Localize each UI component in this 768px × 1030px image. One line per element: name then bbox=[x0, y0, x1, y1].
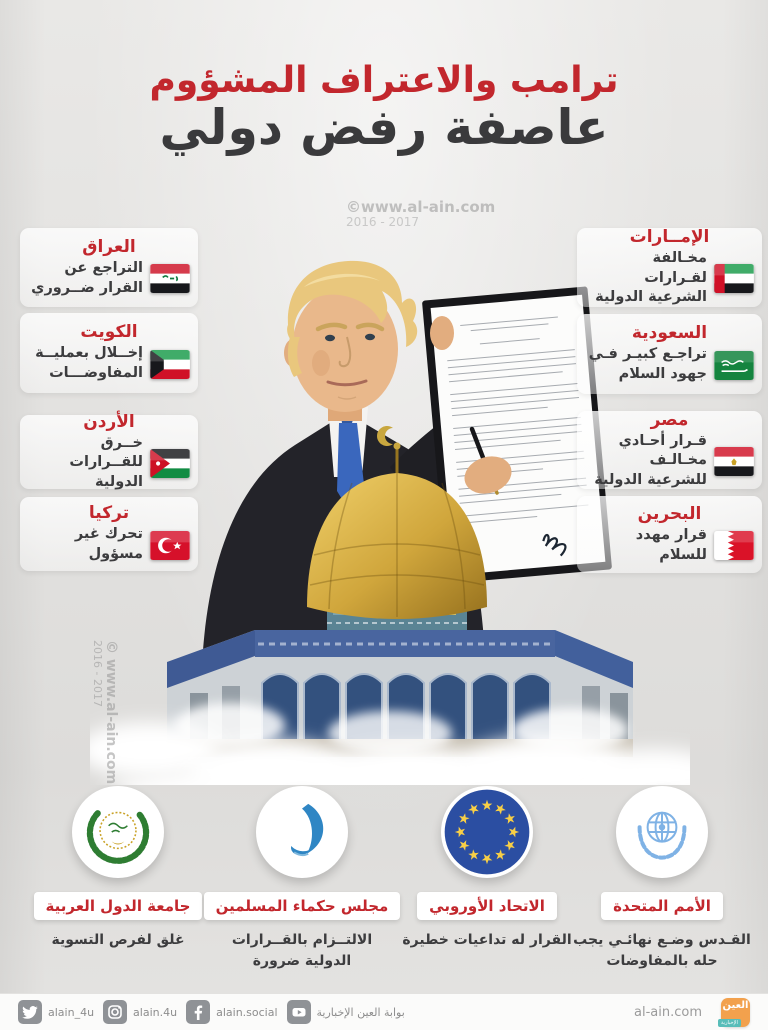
country-statement: التراجع عن القرار ضــروري bbox=[31, 259, 143, 296]
country-card-uae bbox=[577, 228, 762, 307]
country-card-turkey bbox=[20, 497, 198, 571]
country-statement: مخـالفة لقـرارات الشرعية الدولية bbox=[595, 250, 707, 306]
country-name: الإمــارات bbox=[629, 227, 710, 248]
watermark-side bbox=[91, 640, 118, 784]
muslim-council-of-elders-logo-icon bbox=[256, 786, 348, 878]
social-facebook[interactable] bbox=[186, 1000, 277, 1024]
eye-left bbox=[325, 335, 335, 341]
org-statement: القـدس وضـع نهائـي يجب حله بالمفاوضات bbox=[573, 932, 751, 969]
title-line-1: ترامب والاعتراف المشؤوم bbox=[149, 60, 619, 101]
arab-league-logo-icon bbox=[72, 786, 164, 878]
united-nations-logo-icon bbox=[616, 786, 708, 878]
egypt-flag-icon bbox=[714, 447, 754, 476]
alain-logo-subtext: الإخبارية bbox=[718, 1019, 741, 1027]
title-block bbox=[0, 60, 768, 155]
country-name: العراق bbox=[82, 236, 136, 257]
uae-flag-icon bbox=[714, 264, 754, 293]
watermark-years: 2016 - 2017 bbox=[346, 214, 420, 229]
twitter-handle[interactable]: alain_4u bbox=[48, 1005, 95, 1019]
country-card-jordan bbox=[20, 411, 198, 490]
org-name-badge: الاتحاد الأوروبي bbox=[417, 892, 557, 920]
country-name: الكويت bbox=[80, 322, 138, 343]
country-card-saudi-arabia bbox=[577, 314, 762, 394]
country-card-bahrain bbox=[577, 496, 762, 573]
country-name: تركيا bbox=[88, 503, 130, 524]
kuwait-flag-icon bbox=[150, 350, 190, 379]
social-twitter[interactable] bbox=[18, 1000, 94, 1024]
website-url[interactable]: al-ain.com bbox=[634, 1004, 702, 1020]
jordan-flag-icon bbox=[150, 449, 190, 478]
country-name: مصر bbox=[650, 409, 689, 430]
org-statement: غلق لفرص التسوية bbox=[51, 932, 185, 948]
country-card-egypt bbox=[577, 411, 762, 489]
country-card-iraq bbox=[20, 228, 198, 307]
saudi-arabia-flag-icon bbox=[714, 351, 754, 380]
youtube-icon[interactable] bbox=[287, 1000, 311, 1024]
eye-right bbox=[365, 334, 375, 340]
facebook-handle[interactable]: alain.social bbox=[216, 1005, 278, 1019]
iraq-flag-icon bbox=[150, 264, 190, 293]
twitter-icon[interactable] bbox=[18, 1000, 42, 1024]
turkey-flag-icon bbox=[150, 531, 190, 560]
org-name-badge: الأمم المتحدة bbox=[601, 892, 723, 920]
hand-thumb bbox=[430, 316, 454, 350]
footer-bar bbox=[0, 993, 768, 1030]
country-statement: تراجـع كبيـر فـي جهود السلام bbox=[588, 346, 707, 382]
country-statement: تحرك غير مسؤول bbox=[74, 526, 143, 562]
org-arab-league bbox=[28, 786, 208, 951]
org-united-nations bbox=[572, 786, 752, 972]
alain-news-logo bbox=[721, 998, 750, 1027]
youtube-handle[interactable]: بوابة العين الإخبارية bbox=[316, 1005, 405, 1019]
watermark-site: ©www.al-ain.com bbox=[346, 198, 496, 216]
finial-ball bbox=[394, 443, 401, 450]
org-european-union bbox=[397, 786, 577, 951]
org-statement: القرار له تداعيات خطيرة bbox=[402, 932, 572, 948]
country-statement: قـرار أحـادي مخـالـف للشرعية الدولية bbox=[594, 432, 707, 488]
title-line-2: عاصفة رفض دولي bbox=[159, 99, 609, 157]
org-name-badge: جامعة الدول العربية bbox=[34, 892, 203, 920]
alain-logo-text: العين bbox=[722, 999, 749, 1011]
social-youtube[interactable] bbox=[287, 1000, 405, 1024]
country-name: الأردن bbox=[83, 411, 135, 432]
country-statement: قرار مهدد للسلام bbox=[635, 526, 707, 563]
country-statement: خــرق للقــرارات الدولية bbox=[69, 434, 143, 490]
org-statement: الالتــزام بالقــرارات الدولية ضرورة bbox=[231, 932, 373, 969]
instagram-icon[interactable] bbox=[103, 1000, 127, 1024]
country-card-kuwait bbox=[20, 313, 198, 393]
watermark-side-site: © www.al-ain.com bbox=[103, 640, 119, 785]
instagram-handle[interactable]: alain.4u bbox=[133, 1005, 178, 1019]
org-name-badge: مجلس حكماء المسلمين bbox=[204, 892, 401, 920]
country-name: السعودية bbox=[631, 323, 708, 344]
org-muslim-council-of-elders bbox=[212, 786, 392, 972]
cheek-shade bbox=[312, 350, 330, 376]
european-union-logo-icon bbox=[441, 786, 533, 878]
social-instagram[interactable] bbox=[103, 1000, 177, 1024]
country-name: البحرين bbox=[637, 503, 702, 524]
watermark-side-years: 2016 - 2017 bbox=[90, 640, 104, 707]
bahrain-flag-icon bbox=[714, 531, 754, 560]
facebook-icon[interactable] bbox=[186, 1000, 210, 1024]
country-statement: إخــلال بعمليــة المفاوضـــات bbox=[35, 345, 143, 381]
